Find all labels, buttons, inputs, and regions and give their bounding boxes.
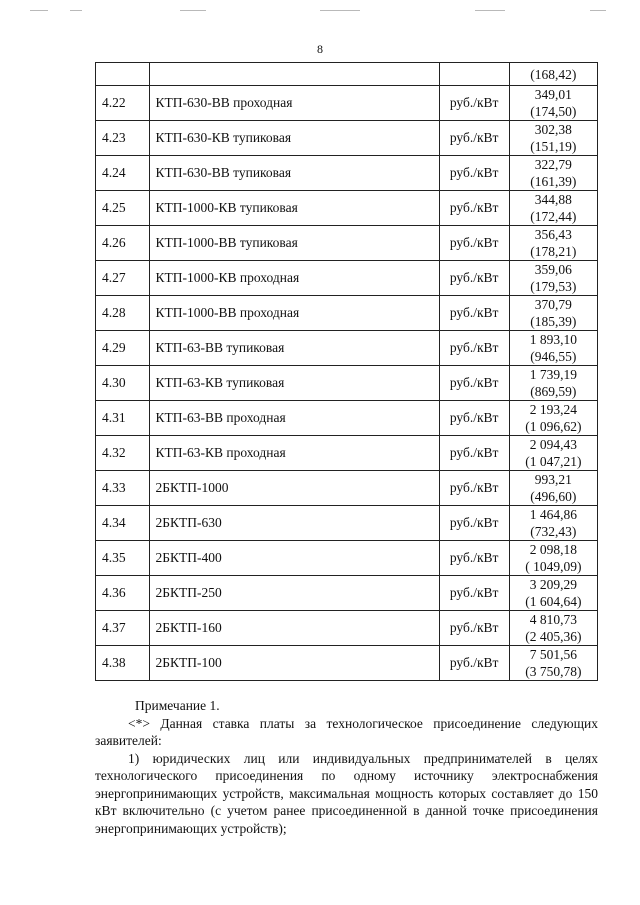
cell-name: КТП-1000-ВВ проходная [149,296,439,331]
cell-number: 4.22 [96,86,150,121]
cell-price [509,576,597,611]
price-value: 2 098,18 [529,542,577,557]
cell-name: 2БКТП-1000 [149,471,439,506]
cell-price: (168,42) [509,63,597,86]
cell-unit: руб./кВт [439,261,509,296]
price-value: 1 739,19 [529,367,577,382]
cell-price [509,646,597,681]
table-row [96,156,598,191]
price-value: 344,88 [534,192,572,207]
cell-price [509,436,597,471]
table-row [96,506,598,541]
table-row [96,86,598,121]
price-value-alt: (732,43) [530,524,577,539]
cell-number: 4.23 [96,121,150,156]
table-row [96,296,598,331]
price-value: 1 893,10 [529,332,577,347]
cell-unit: руб./кВт [439,86,509,121]
cell-price [509,541,597,576]
cell-price [509,331,597,366]
price-value-alt: (172,44) [530,209,577,224]
cell-price [509,261,597,296]
price-value-alt: (178,21) [530,244,577,259]
cell-unit: руб./кВт [439,541,509,576]
price-value-alt: (1 604,64) [525,594,582,609]
price-value-alt: (869,59) [530,384,577,399]
cell-name: КТП-63-ВВ тупиковая [149,331,439,366]
cell-name: 2БКТП-100 [149,646,439,681]
cell-price [509,121,597,156]
cell-name: КТП-63-ВВ проходная [149,401,439,436]
cell-price [509,156,597,191]
price-value-alt: (174,50) [530,104,577,119]
cell-price [509,366,597,401]
cell-unit: руб./кВт [439,471,509,506]
price-value-alt: (946,55) [530,349,577,364]
page-number: 8 [317,42,323,56]
cell-unit: руб./кВт [439,121,509,156]
cell-price [509,471,597,506]
cell-name: КТП-630-КВ тупиковая [149,121,439,156]
tariff-table [95,62,598,681]
cell-number: 4.37 [96,611,150,646]
table-row [96,366,598,401]
cell-price [509,401,597,436]
table-row [96,611,598,646]
cell-number: 4.34 [96,506,150,541]
cell-number: 4.30 [96,366,150,401]
cell-number: 4.29 [96,331,150,366]
scan-artifacts [30,6,610,20]
cell-number: 4.36 [96,576,150,611]
cell-price [509,611,597,646]
price-value-alt: (185,39) [530,314,577,329]
price-value-alt: (179,53) [530,279,577,294]
cell-price [509,506,597,541]
cell-unit [439,63,509,86]
table-row [96,121,598,156]
price-value: 349,01 [534,87,572,102]
cell-unit: руб./кВт [439,506,509,541]
cell-name: КТП-630-ВВ тупиковая [149,156,439,191]
table-row [96,226,598,261]
price-value: 302,38 [534,122,572,137]
cell-name: 2БКТП-630 [149,506,439,541]
cell-unit: руб./кВт [439,611,509,646]
price-value: 356,43 [534,227,572,242]
cell-price [509,296,597,331]
cell-price [509,191,597,226]
price-value-alt: (1 096,62) [525,419,582,434]
price-value: 4 810,73 [529,612,577,627]
note-section [95,697,598,837]
table-row-continuation [96,63,598,86]
price-value: 993,21 [534,472,572,487]
note-paragraph-1: <*> Данная ставка платы за технологическое присоединение следующих заявителей: [95,715,598,748]
price-value: 2 094,43 [529,437,577,452]
cell-number: 4.27 [96,261,150,296]
cell-number: 4.26 [96,226,150,261]
cell-name: КТП-1000-ВВ тупиковая [149,226,439,261]
cell-number [96,63,150,86]
cell-unit: руб./кВт [439,156,509,191]
cell-number: 4.38 [96,646,150,681]
cell-unit: руб./кВт [439,191,509,226]
price-value: 3 209,29 [529,577,577,592]
cell-price [509,226,597,261]
cell-price [509,86,597,121]
price-value-alt: ( 1049,09) [525,559,582,574]
price-value: 322,79 [534,157,572,172]
cell-number: 4.33 [96,471,150,506]
note-paragraph-2: 1) юридических лиц или индивидуальных предпринимателей в целях технологического присоединения по одному источнику электроснабжения энергопринимающих устройств, максимальная мощность которых составляет до 150 кВт включительно (с учетом ранее присоединенной в данной точке присоединения энергопринимающих устройств); [95,750,598,836]
table-row [96,576,598,611]
cell-number: 4.31 [96,401,150,436]
table-row [96,331,598,366]
cell-name: 2БКТП-160 [149,611,439,646]
cell-number: 4.35 [96,541,150,576]
cell-unit: руб./кВт [439,331,509,366]
price-value-alt: (2 405,36) [525,629,582,644]
cell-number: 4.25 [96,191,150,226]
cell-unit: руб./кВт [439,646,509,681]
price-value: 370,79 [534,297,572,312]
price-value: 1 464,86 [529,507,577,522]
price-value-alt: (496,60) [530,489,577,504]
table-row [96,436,598,471]
cell-unit: руб./кВт [439,226,509,261]
price-value-alt: (3 750,78) [525,664,582,679]
cell-name: КТП-1000-КВ проходная [149,261,439,296]
table-row [96,261,598,296]
price-value: 7 501,56 [529,647,577,662]
cell-unit: руб./кВт [439,576,509,611]
cell-name: КТП-1000-КВ тупиковая [149,191,439,226]
cell-number: 4.32 [96,436,150,471]
cell-name: КТП-630-ВВ проходная [149,86,439,121]
price-value-alt: (151,19) [530,139,577,154]
cell-name: 2БКТП-400 [149,541,439,576]
cell-unit: руб./кВт [439,366,509,401]
cell-name: 2БКТП-250 [149,576,439,611]
price-value-alt: (161,39) [530,174,577,189]
cell-unit: руб./кВт [439,436,509,471]
table-row [96,401,598,436]
table-row [96,471,598,506]
price-value: 2 193,24 [529,402,577,417]
price-value-alt: (1 047,21) [525,454,582,469]
note-title: Примечание 1. [135,698,220,713]
cell-number: 4.28 [96,296,150,331]
cell-unit: руб./кВт [439,401,509,436]
cell-name: КТП-63-КВ проходная [149,436,439,471]
price-value: 359,06 [534,262,572,277]
cell-number: 4.24 [96,156,150,191]
cell-unit: руб./кВт [439,296,509,331]
cell-name: КТП-63-КВ тупиковая [149,366,439,401]
table-row [96,191,598,226]
cell-name [149,63,439,86]
table-row [96,646,598,681]
table-row [96,541,598,576]
